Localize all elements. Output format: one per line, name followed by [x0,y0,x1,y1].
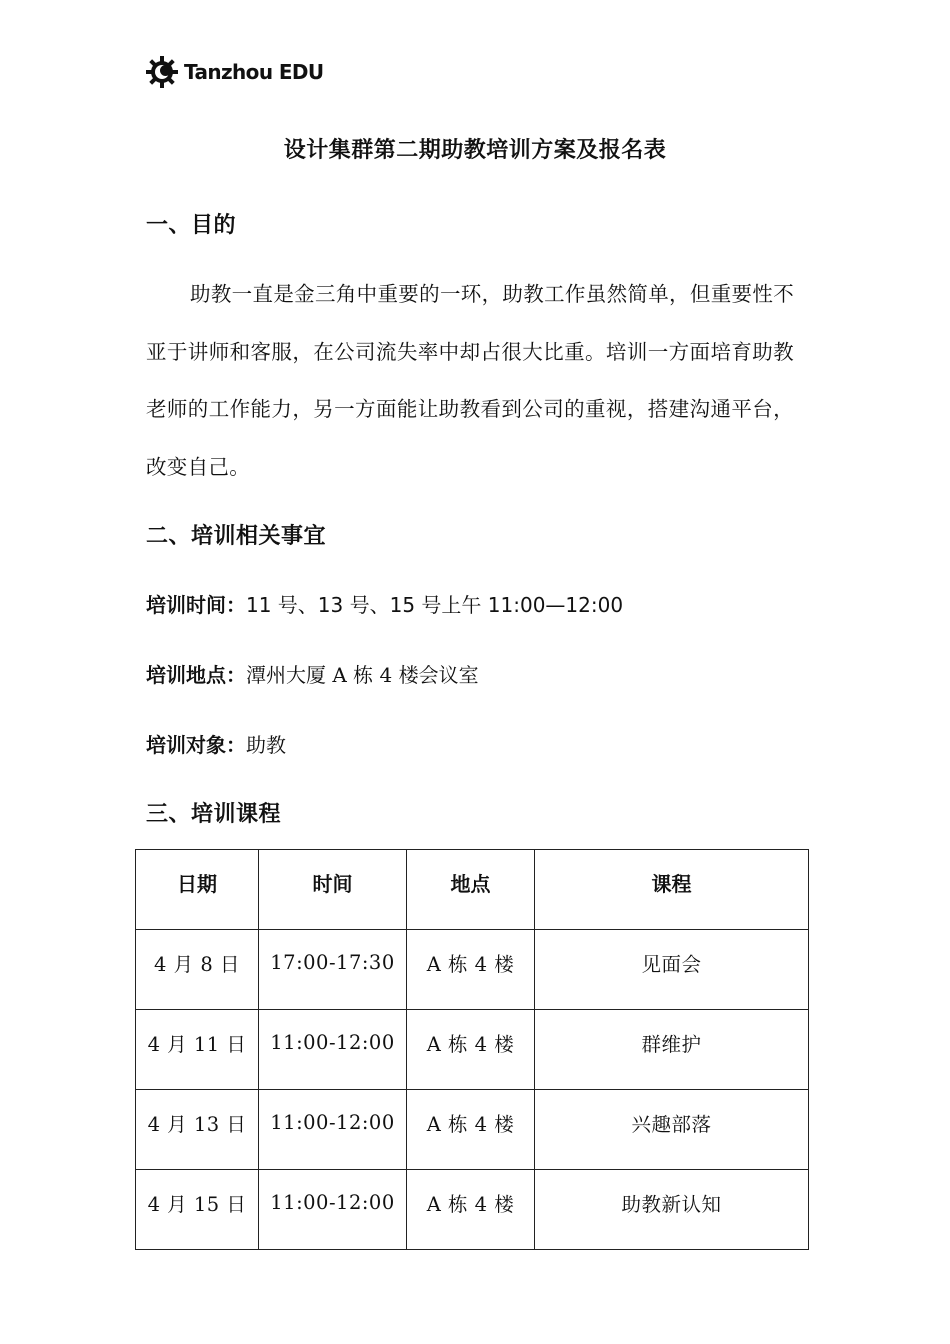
cell-course: 助教新认知 [535,1170,809,1250]
training-audience-line [146,729,286,758]
header-location: 地点 [407,850,535,930]
table-row [136,1010,809,1090]
header-course: 课程 [535,850,809,930]
section-heading-courses: 三、培训课程 [146,802,282,827]
cell-time: 17:00-17:30 [259,930,407,1010]
training-place-line [146,659,479,688]
cell-location: A 栋 4 楼 [407,1170,535,1250]
section-heading-purpose: 一、目的 [146,213,237,238]
brand-name: Tanzhou EDU [184,60,324,84]
table-row [136,1090,809,1170]
training-time-label: 培训时间： [146,593,246,617]
cell-date: 4 月 13 日 [136,1090,259,1170]
cell-location: A 栋 4 楼 [407,1090,535,1170]
header-time: 时间 [259,850,407,930]
table-row [136,930,809,1010]
header-date: 日期 [136,850,259,930]
cell-course: 见面会 [535,930,809,1010]
cell-location: A 栋 4 楼 [407,1010,535,1090]
cell-date: 4 月 15 日 [136,1170,259,1250]
cell-time: 11:00-12:00 [259,1090,407,1170]
cell-course: 兴趣部落 [535,1090,809,1170]
training-time-line [146,589,623,618]
training-place-label: 培训地点： [146,663,246,687]
table-header-row [136,850,809,930]
brand-logo [146,55,324,89]
training-time-value: 11 号、13 号、15 号上午 11:00—12:00 [246,593,624,617]
training-place-value: 潭州大厦 A 栋 4 楼会议室 [246,663,479,687]
cell-date: 4 月 8 日 [136,930,259,1010]
purpose-paragraph: 助教一直是金三角中重要的一环，助教工作虽然简单，但重要性不亚于讲师和客服，在公司流失率中却占很大比重。培训一方面培育助教老师的工作能力，另一方面能让助教看到公司的重视，搭建沟通平台，改变自己。 [146,282,794,480]
cell-time: 11:00-12:00 [259,1170,407,1250]
training-audience-value: 助教 [246,733,286,757]
course-table [135,849,809,1250]
cell-date: 4 月 11 日 [136,1010,259,1090]
cell-time: 11:00-12:00 [259,1010,407,1090]
document-title: 设计集群第二期助教培训方案及报名表 [283,138,667,163]
cell-location: A 栋 4 楼 [407,930,535,1010]
section-heading-training-matters: 二、培训相关事宜 [146,524,327,549]
training-audience-label: 培训对象： [146,733,246,757]
table-row [136,1170,809,1250]
cell-course: 群维护 [535,1010,809,1090]
gear-sun-icon [146,56,178,88]
